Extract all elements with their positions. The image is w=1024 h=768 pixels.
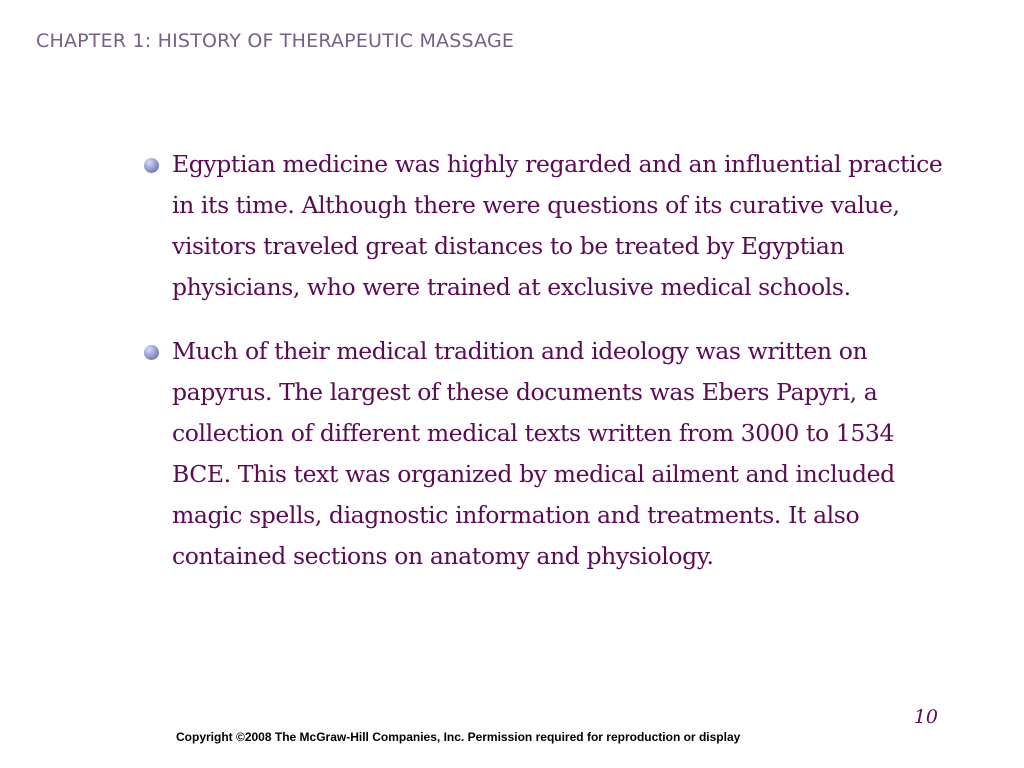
bullet-dot-icon (144, 158, 159, 173)
bullet-item (144, 331, 944, 577)
bullet-dot-icon (144, 345, 159, 360)
bullet-text: Much of their medical tradition and ideology was written on papyrus. The largest of these documents was Ebers Papyri, a collection of different medical texts written from 3000 to 1534 BCE. This text was organized by medical ailment and included magic spells, diagnostic information and treatments. It also contained sections on anatomy and physiology. (172, 337, 895, 570)
page-number: 10 (913, 706, 938, 728)
bullet-list (144, 144, 944, 600)
slide-title: CHAPTER 1: HISTORY OF THERAPEUTIC MASSAGE (36, 30, 515, 52)
copyright-notice: Copyright ©2008 The McGraw-Hill Companies, Inc. Permission required for reproduction or display (176, 730, 741, 744)
bullet-item (144, 144, 944, 308)
bullet-text: Egyptian medicine was highly regarded and an influential practice in its time. Although there were questions of its curative value, visitors traveled great distances to be treated by Egyptian physicians, who were trained at exclusive medical schools. (172, 150, 943, 301)
